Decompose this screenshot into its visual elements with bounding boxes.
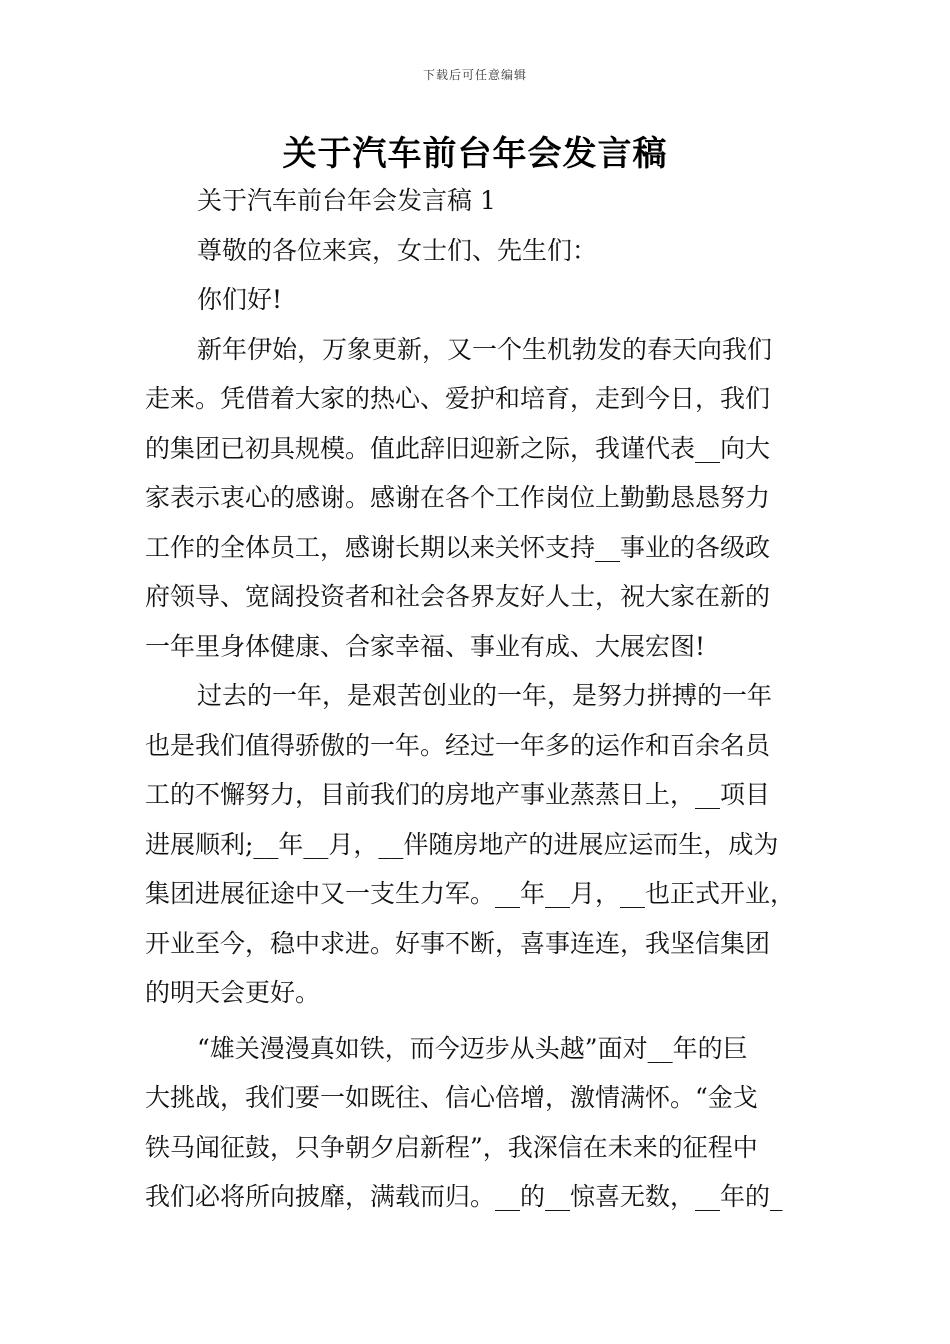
paragraph-line: 新年伊始，万象更新，又一个生机勃发的春天向我们 <box>197 334 773 364</box>
salutation: 尊敬的各位来宾，女士们、先生们： <box>197 235 598 265</box>
paragraph-line: 铁马闻征鼓，只争朝夕启新程”，我深信在未来的征程中 <box>145 1132 758 1162</box>
paragraph-line: 一年里身体健康、合家幸福、事业有成、大展宏图! <box>145 631 706 661</box>
paragraph-line: 我们必将所向披靡，满载而归。__的__惊喜无数，__年的_ <box>145 1182 783 1211</box>
paragraph-line: 进展顺利;__年__月，__伴随房地产的进展应运而生，成为 <box>145 829 779 859</box>
paragraph-line: 工的不懈努力，目前我们的房地产事业蒸蒸日上，__项目 <box>145 780 771 809</box>
paragraph-line: 也是我们值得骄傲的一年。经过一年多的运作和百余名员 <box>145 730 771 760</box>
paragraph-line: 的集团已初具规模。值此辞旧迎新之际，我谨代表__向大 <box>145 433 771 463</box>
document-title: 关于汽车前台年会发言稿 <box>282 134 668 174</box>
paragraph-line: 大挑战，我们要一如既往、信心倍增，激情满怀。“金戈 <box>145 1083 758 1112</box>
header-note: 下载后可任意编辑 <box>422 68 527 82</box>
paragraph-line: 集团进展征途中又一支生力军。__年__月，__也正式开业， <box>145 879 796 908</box>
paragraph-line: 走来。凭借着大家的热心、爱护和培育，走到今日，我们 <box>145 384 771 413</box>
paragraph-line: 开业至今，稳中求进。好事不断，喜事连连，我坚信集团 <box>145 928 771 958</box>
section-heading: 关于汽车前台年会发言稿 1 <box>197 186 496 215</box>
paragraph-line: 过去的一年，是艰苦创业的一年，是努力拼搏的一年 <box>197 681 773 710</box>
paragraph-line: 府领导、宽阔投资者和社会各界友好人士，祝大家在新的 <box>145 582 771 611</box>
paragraph-line: 家表示衷心的感谢。感谢在各个工作岗位上勤勤恳恳努力 <box>145 483 771 512</box>
paragraph-line: 工作的全体员工，感谢长期以来关怀支持__事业的各级政 <box>145 532 771 562</box>
paragraph-line: 的明天会更好。 <box>145 978 321 1007</box>
document-body <box>145 176 825 1222</box>
greeting: 你们好! <box>197 285 283 314</box>
paragraph-line: “雄关漫漫真如铁，而今迈步从头越”面对__年的巨 <box>197 1033 748 1063</box>
